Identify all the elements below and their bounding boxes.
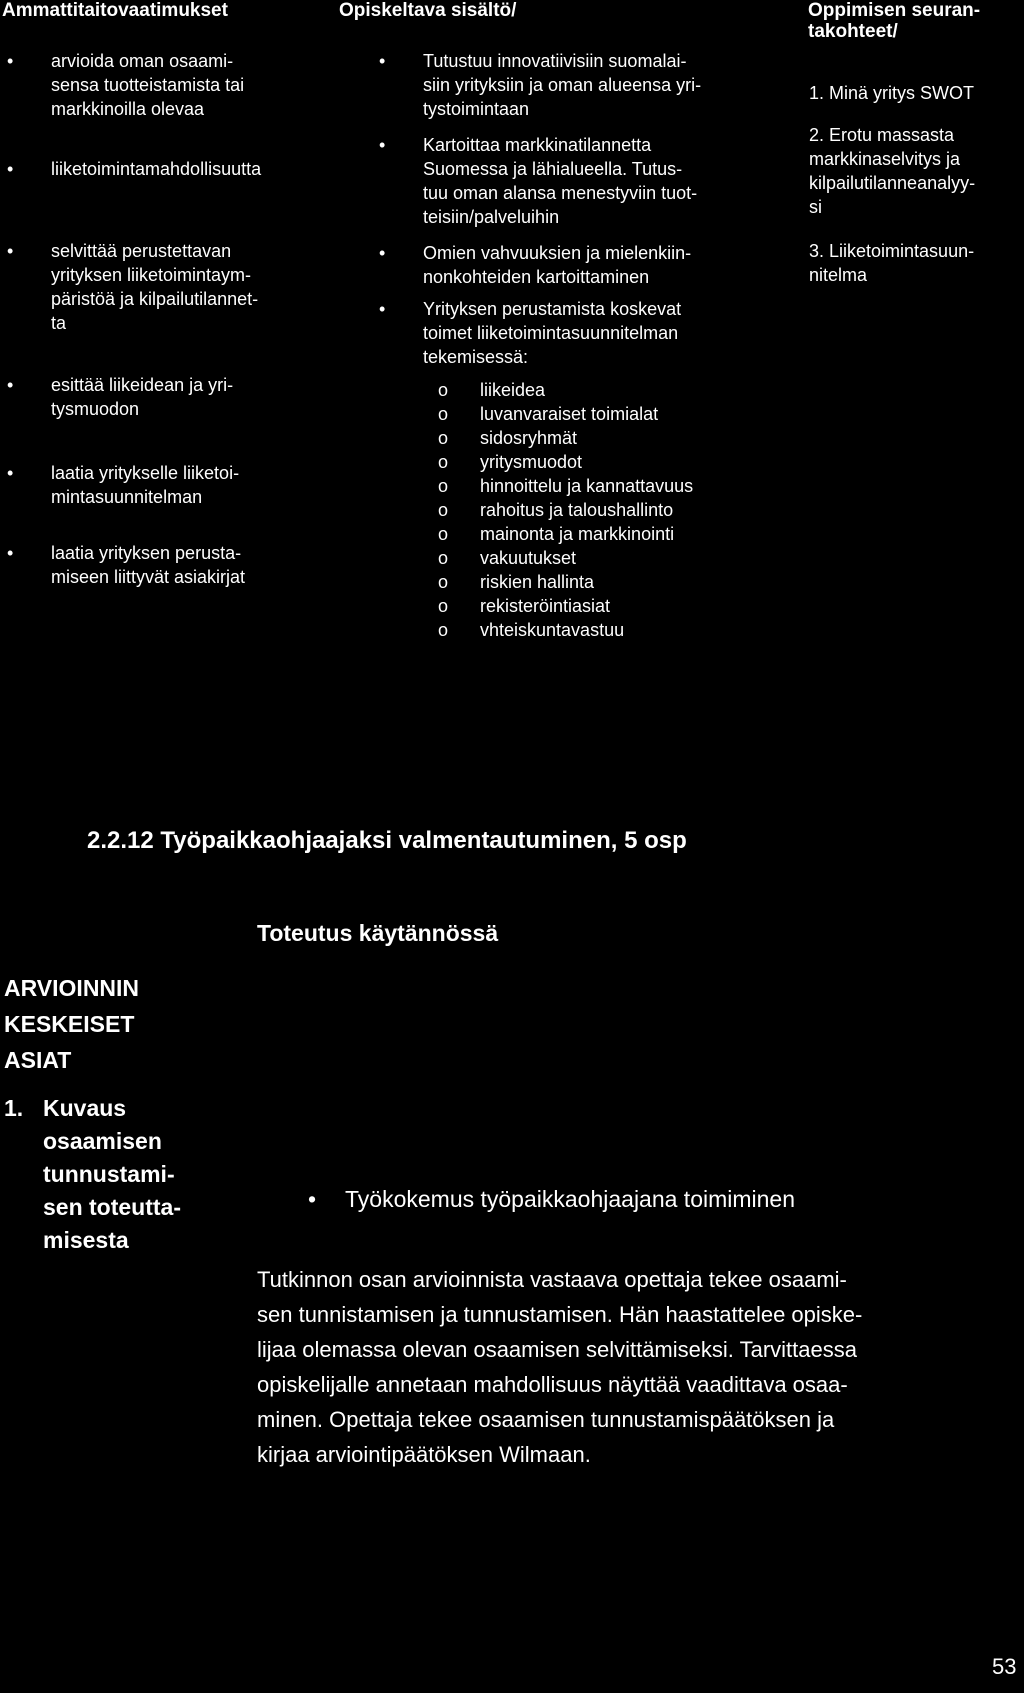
list-item-line: tekemisessä: (423, 347, 529, 367)
list-item-line: • Yrityksen perustamista koskevat (423, 299, 682, 319)
column-header-line: Oppimisen seuran- (808, 0, 981, 21)
section-title: 2.2.12 Työpaikkaohjaajaksi valmentautuminen, 5 osp (87, 827, 687, 854)
list-item-line: toimet liiketoimintasuunnitelman (423, 323, 679, 343)
list-item-line: päristöä ja kilpailutilannet- (51, 289, 259, 309)
list-item-line: markkinoilla olevaa (51, 99, 205, 119)
sublist-item: o rahoitus ja taloushallinto (480, 498, 810, 522)
paragraph-line: kirjaa arviointipäätöksen Wilmaan. (257, 1442, 591, 1467)
sublist-item: o luvanvaraiset toimialat (480, 402, 810, 426)
sublist-item: o hinnoittelu ja kannattavuus (480, 474, 810, 498)
paragraph-line: sen tunnistamisen ja tunnustamisen. Hän haastattelee opiske- (257, 1302, 863, 1327)
paragraph-line: opiskelijalle annetaan mahdollisuus näyttää vaadittava osaa- (257, 1372, 848, 1397)
follow-up-item (809, 81, 974, 105)
list-item-line: • esittää liikeidean ja yri- (51, 375, 234, 395)
sublist-item: o liikeidea (480, 378, 810, 402)
list-item-line: mintasuunnitelman (51, 487, 203, 507)
follow-up-line: 2. Erotu massasta (809, 125, 955, 145)
column-header-line: takohteet/ (808, 21, 898, 42)
description-label-line: Kuvaus (43, 1095, 127, 1121)
list-item-line: siin yrityksiin ja oman alueensa yri- (423, 75, 702, 95)
recognition-paragraph (257, 1262, 1017, 1472)
list-item-line: • selvittää perustettavan (51, 241, 232, 261)
sublist-item: o vakuutukset (480, 546, 810, 570)
page-number: 53 (992, 1654, 1017, 1679)
list-item-line: • laatia yritykselle liiketoi- (51, 463, 240, 483)
list-item-line: ta (51, 313, 67, 333)
sublist-item: o mainonta ja markkinointi (480, 522, 810, 546)
assessment-heading (4, 970, 139, 1078)
list-item (51, 541, 245, 589)
sublist-item: o rekisteröintiasiat (480, 594, 810, 618)
description-label-line: sen toteutta- (43, 1194, 181, 1220)
follow-up-item (809, 123, 975, 219)
list-item-line: sensa tuotteistamista tai (51, 75, 245, 95)
paragraph-line: minen. Opettaja tekee osaamisen tunnustamispäätöksen ja (257, 1407, 835, 1432)
list-item-line: • arvioida oman osaami- (51, 51, 234, 71)
list-item-line: tystoimintaan (423, 99, 530, 119)
sublist-item: o yritysmuodot (480, 450, 810, 474)
follow-up-line: si (809, 197, 822, 217)
list-item-line: tuu oman alansa menestyviin tuot- (423, 183, 698, 203)
list-item-line: teisiin/palveluihin (423, 207, 560, 227)
list-item-line: nonkohteiden kartoittaminen (423, 267, 650, 287)
follow-up-line: nitelma (809, 265, 868, 285)
assessment-heading-line: KESKEISET (4, 1011, 135, 1037)
paragraph-line: Tutkinnon osan arvioinnista vastaava opettaja tekee osaami- (257, 1267, 847, 1292)
business-plan-sublist (480, 378, 810, 642)
assessment-heading-line: ARVIOINNIN (4, 975, 140, 1001)
list-item-line: • Omien vahvuuksien ja mielenkiin- (423, 243, 692, 263)
list-item-line: • Kartoittaa markkinatilannetta (423, 135, 652, 155)
description-label-line: misesta (43, 1227, 129, 1253)
sublist-item: o vhteiskuntavastuu (480, 618, 810, 642)
list-item-line: • liiketoimintamahdollisuutta (51, 159, 262, 179)
sublist-item: o sidosryhmät (480, 426, 810, 450)
list-item (51, 49, 244, 121)
list-item-line: Suomessa ja lähialueella. Tutus- (423, 159, 683, 179)
column-header-ammattitaitovaatimukset: Ammattitaitovaatimukset (2, 0, 228, 21)
list-item (51, 157, 261, 181)
description-number: 1. (4, 1095, 24, 1121)
paragraph-line: lijaa olemassa olevan osaamisen selvittämiseksi. Tarvittaessa (257, 1337, 857, 1362)
follow-up-line: 3. Liiketoimintasuun- (809, 241, 975, 261)
sublist-item: o riskien hallinta (480, 570, 810, 594)
description-label (43, 1092, 243, 1257)
follow-up-item (809, 239, 974, 287)
list-item (423, 49, 701, 121)
list-item-line: tysmuodon (51, 399, 140, 419)
list-item (51, 373, 233, 421)
follow-up-line: markkinaselvitys ja (809, 149, 961, 169)
description-label-line: tunnustami- (43, 1161, 175, 1187)
follow-up-line: kilpailutilanneanalyy- (809, 173, 976, 193)
list-item-line: • Tutustuu innovatiivisiin suomalai- (423, 51, 687, 71)
list-item-line: yrityksen liiketoimintaym- (51, 265, 252, 285)
follow-up-line: 1. Minä yritys SWOT (809, 83, 975, 103)
column-header-oppimisen-seurantakohteet (808, 0, 980, 42)
list-item (51, 461, 239, 509)
list-item (423, 133, 697, 229)
description-label-line: osaamisen (43, 1128, 162, 1154)
work-experience-item: Työkokemus työpaikkaohjaajana toimiminen (345, 1186, 796, 1212)
list-item (423, 241, 691, 289)
list-item-line: miseen liittyvät asiakirjat (51, 567, 246, 587)
list-item-line: • laatia yrityksen perusta- (51, 543, 242, 563)
bullet-icon: • (308, 1186, 317, 1212)
implementation-heading: Toteutus käytännössä (257, 920, 499, 946)
column-header-opiskeltava-sisalto: Opiskeltava sisältö/ (339, 0, 517, 21)
assessment-heading-line: ASIAT (4, 1047, 72, 1073)
list-item (51, 239, 258, 335)
list-item (423, 297, 681, 369)
